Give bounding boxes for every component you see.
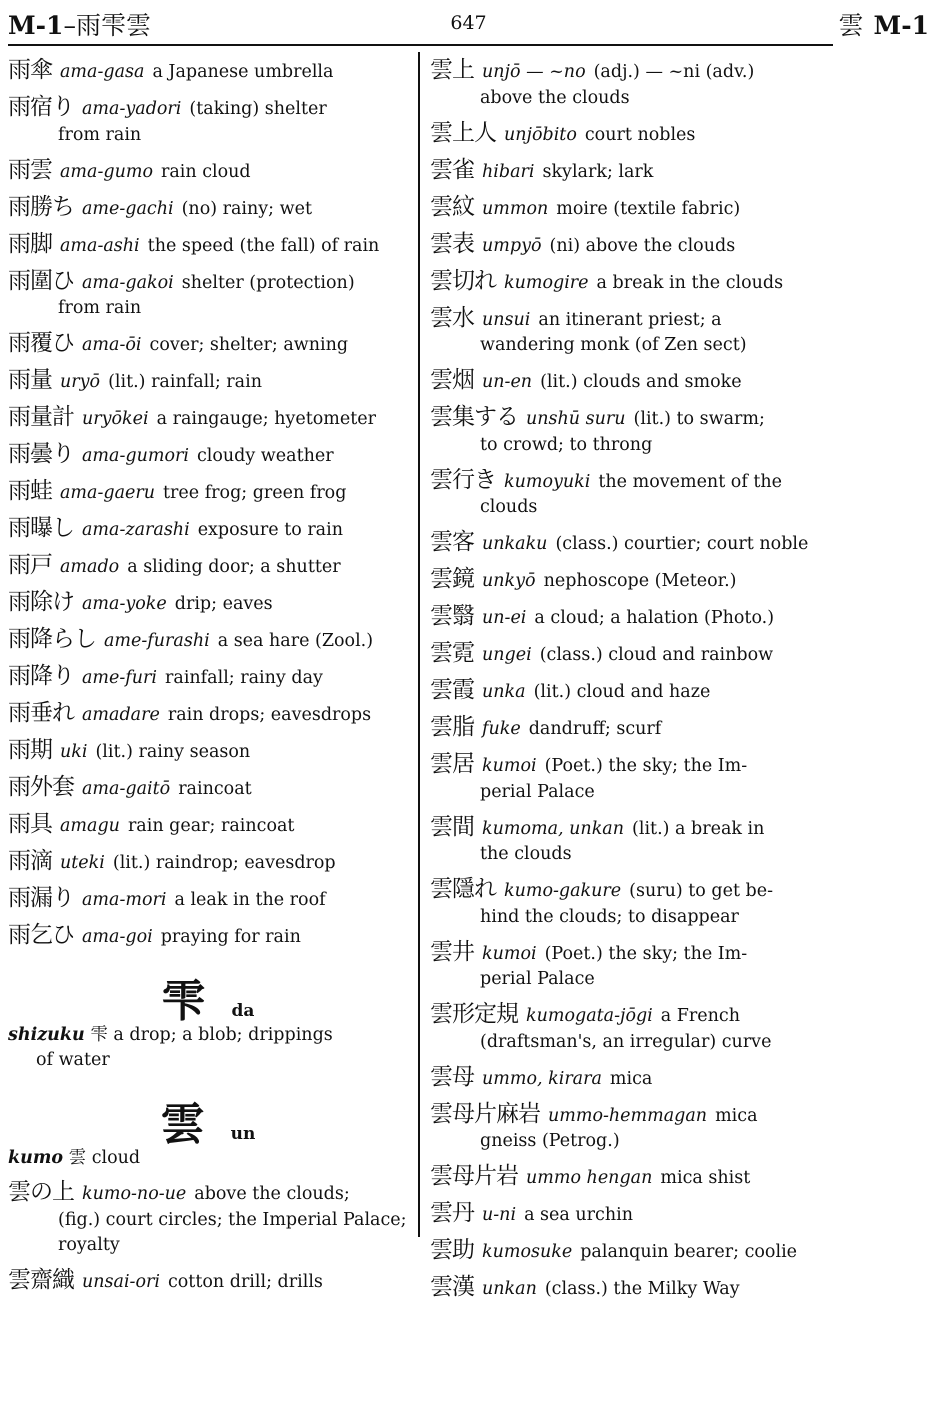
entry-romaji: ama-yoke	[82, 594, 167, 614]
entry-headword: 雨量	[8, 367, 52, 393]
entry-definition: (lit.) rainfall; rain	[108, 372, 262, 392]
entry-headword: 雨降り	[8, 663, 74, 689]
entry-romaji: ama-goi	[82, 927, 153, 947]
entry-romaji: unkan	[482, 1279, 537, 1299]
subhead-kanji: 雫	[90, 1024, 108, 1045]
header-rule	[8, 44, 833, 46]
entry-headword: 雨除け	[8, 589, 74, 615]
entry-definition: dandruff; scurf	[528, 719, 662, 739]
entry-headword: 雲客	[430, 529, 474, 555]
entry-continuation: (fig.) court circles; the Imperial Palace; royalty	[58, 1209, 407, 1255]
entry-definition: a raingauge; hyetometer	[156, 409, 376, 429]
entry-continuation: the clouds	[480, 844, 572, 864]
left-entry-list	[8, 58, 408, 951]
entry-headword: 雲齋織	[8, 1267, 74, 1293]
entry-headword: 雨具	[8, 811, 52, 837]
dictionary-entry	[8, 775, 408, 803]
entry-headword: 雲鏡	[430, 566, 474, 592]
entry-headword: 雲漢	[430, 1274, 474, 1300]
dictionary-entry	[430, 1065, 830, 1093]
entry-romaji: uki	[60, 742, 88, 762]
dictionary-entry	[430, 1201, 830, 1229]
entry-headword: 雨傘	[8, 57, 52, 83]
entry-headword: 雲母片麻岩	[430, 1100, 540, 1127]
entry-definition: cover; shelter; awning	[149, 335, 349, 355]
entry-definition: (suru) to get be-	[629, 881, 774, 901]
entry-headword: 雨覆ひ	[8, 330, 74, 356]
section-reading: un	[230, 1124, 256, 1144]
entry-definition: a cloud; a halation (Photo.)	[534, 608, 775, 628]
entry-romaji: kumo-gakure	[504, 881, 622, 901]
left-entry-list-2	[8, 1180, 408, 1296]
entry-headword: 雲居	[430, 751, 474, 777]
entry-romaji: kumoi	[482, 756, 537, 776]
entry-headword: 雨勝ち	[8, 193, 74, 220]
subhead-continuation: of water	[36, 1050, 110, 1070]
entry-definition: cotton drill; drills	[167, 1272, 323, 1292]
dictionary-entry	[430, 641, 830, 669]
right-column	[430, 58, 830, 1312]
dictionary-entry	[430, 306, 830, 359]
entry-romaji: kumo-no-ue	[82, 1184, 187, 1204]
entry-definition: mica	[609, 1068, 653, 1089]
entry-romaji: ungei	[482, 645, 532, 665]
dictionary-entry	[430, 815, 830, 868]
entry-definition: (class.) courtier; court noble	[555, 534, 809, 554]
entry-romaji: ama-gasa	[60, 62, 145, 82]
entry-romaji: ummo hengan	[526, 1168, 653, 1188]
section-header-un	[8, 1088, 408, 1150]
entry-definition: a French	[660, 1006, 740, 1026]
dictionary-entry	[430, 232, 830, 260]
header-right-kanji: 雲	[838, 11, 864, 40]
entry-definition: (lit.) cloud and haze	[533, 682, 711, 702]
entry-headword: 雲切れ	[430, 267, 496, 294]
entry-headword: 雨雲	[8, 156, 52, 183]
entry-headword: 雲脂	[430, 714, 474, 740]
entry-headword: 雲丹	[430, 1200, 474, 1226]
entry-romaji: unkaku	[482, 534, 548, 554]
entry-definition: a Japanese umbrella	[152, 62, 334, 82]
entry-continuation: to crowd; to throng	[480, 434, 653, 455]
entry-definition: (class.) cloud and rainbow	[539, 645, 774, 665]
entry-romaji: amadare	[82, 705, 160, 725]
entry-definition: above the clouds;	[194, 1184, 350, 1204]
dictionary-entry	[8, 849, 408, 877]
entry-headword: 雨降らし	[8, 626, 96, 652]
entry-romaji: amagu	[60, 816, 120, 836]
entry-definition: the movement of the	[598, 471, 783, 492]
entry-continuation: clouds	[480, 497, 538, 517]
entry-definition: moire (textile fabric)	[556, 198, 741, 219]
entry-headword: 雲井	[430, 938, 474, 965]
subhead-kumo	[8, 1146, 408, 1172]
entry-headword: 雨乞ひ	[8, 922, 74, 948]
dictionary-entry	[430, 1002, 830, 1055]
entry-definition: court nobles	[584, 124, 696, 145]
entry-headword: 雲上	[430, 57, 474, 83]
entry-headword: 雲母	[430, 1063, 474, 1090]
entry-definition: palanquin bearer; coolie	[580, 1242, 798, 1262]
entry-romaji: kumoi	[482, 943, 537, 964]
entry-continuation: gneiss (Petrog.)	[480, 1131, 620, 1151]
dictionary-entry	[8, 232, 408, 260]
entry-romaji: kumosuke	[482, 1242, 573, 1262]
entry-romaji: ame-gachi	[82, 198, 174, 219]
dictionary-entry	[8, 590, 408, 618]
entry-definition: (class.) the Milky Way	[544, 1279, 740, 1299]
subhead-romaji: kumo	[8, 1147, 64, 1168]
page-header	[8, 6, 929, 40]
entry-continuation: perial Palace	[480, 781, 595, 802]
page-number: 647	[450, 12, 487, 34]
entry-romaji: unshū suru	[526, 409, 626, 429]
entry-definition: (Poet.) the sky; the Im-	[544, 943, 748, 964]
entry-headword: 雨圍ひ	[8, 267, 74, 294]
dictionary-entry	[8, 516, 408, 544]
entry-continuation: hind the clouds; to disappear	[480, 906, 739, 927]
entry-headword: 雲母片岩	[430, 1163, 518, 1189]
entry-romaji: uryōkei	[82, 409, 149, 429]
entry-definition: the speed (the fall) of rain	[147, 235, 380, 256]
dictionary-entry	[430, 877, 830, 930]
entry-headword: 雨脚	[8, 230, 52, 257]
entry-romaji: ama-gumo	[60, 161, 153, 182]
header-right-code: M-1	[873, 11, 929, 40]
dictionary-entry	[8, 1268, 408, 1296]
dictionary-entry	[8, 738, 408, 766]
header-left-code: M-1	[8, 11, 64, 40]
entry-romaji: unkyō	[482, 571, 536, 591]
entry-romaji: u-ni	[482, 1205, 517, 1225]
entry-romaji: ama-ōi	[82, 335, 142, 355]
entry-romaji: ummon	[482, 198, 549, 219]
entry-romaji: ama-gakoi	[82, 272, 174, 293]
entry-definition: a sea urchin	[524, 1205, 633, 1225]
entry-definition: drip; eaves	[174, 594, 273, 614]
dictionary-entry	[430, 1102, 830, 1155]
entry-definition: (lit.) a break in	[632, 818, 765, 839]
header-right	[839, 6, 929, 42]
dictionary-entry	[430, 678, 830, 706]
entry-continuation: from rain	[58, 298, 142, 318]
entry-headword: 雲集する	[430, 404, 518, 430]
dictionary-entry	[8, 405, 408, 433]
dictionary-entry	[8, 58, 408, 86]
dictionary-entry	[430, 121, 830, 149]
entry-definition: (lit.) clouds and smoke	[540, 372, 742, 392]
dictionary-entry	[8, 479, 408, 507]
dictionary-entry	[8, 923, 408, 951]
entry-headword: 雨曇り	[8, 441, 74, 467]
entry-headword: 雨垂れ	[8, 700, 74, 726]
entry-headword: 雲雀	[430, 156, 474, 183]
header-left-kanji: –雨雫雲	[63, 11, 151, 40]
subhead-definition: a drop; a blob; drippings	[113, 1024, 333, 1045]
entry-definition: nephoscope (Meteor.)	[543, 571, 737, 591]
entry-romaji: uteki	[60, 853, 105, 873]
section-kanji: 雫	[161, 975, 206, 1027]
entry-definition: cloudy weather	[196, 446, 334, 466]
entry-continuation: wandering monk (of Zen sect)	[480, 335, 747, 355]
section-reading: da	[231, 1001, 255, 1021]
dictionary-entry	[430, 195, 830, 223]
entry-definition: praying for rain	[160, 927, 301, 947]
entry-definition: (adj.) — ~ni (adv.)	[593, 62, 755, 82]
entry-headword: 雨量計	[8, 404, 74, 430]
entry-romaji: ama-zarashi	[82, 520, 190, 540]
entry-romaji: umpyō	[482, 235, 542, 256]
dictionary-entry	[430, 715, 830, 743]
dictionary-entry	[430, 405, 830, 458]
right-entry-list	[430, 58, 830, 1303]
dictionary-entry	[8, 95, 408, 148]
subhead-shizuku	[8, 1023, 408, 1074]
dictionary-entry	[430, 368, 830, 396]
entry-headword: 雲霓	[430, 640, 474, 666]
entry-definition: shelter (protection)	[181, 272, 355, 293]
dictionary-entry	[430, 1164, 830, 1192]
entry-romaji: unsui	[482, 309, 531, 330]
entry-romaji: ama-gaitō	[82, 779, 171, 799]
entry-romaji: ummo-hemmagan	[548, 1105, 708, 1126]
entry-headword: 雲形定規	[430, 1001, 518, 1027]
dictionary-entry	[430, 567, 830, 595]
entry-headword: 雲水	[430, 304, 474, 331]
entry-continuation: (draftsman's, an irregular) curve	[480, 1031, 772, 1052]
entry-definition: (no) rainy; wet	[181, 198, 313, 219]
subhead-definition: cloud	[91, 1147, 141, 1168]
entry-romaji: kumoma, unkan	[482, 818, 625, 839]
entry-romaji: amado	[60, 557, 120, 577]
dictionary-entry	[430, 58, 830, 111]
entry-romaji: ama-mori	[82, 890, 167, 910]
dictionary-entry	[8, 627, 408, 655]
entry-headword: 雨外套	[8, 774, 74, 800]
entry-romaji: un-en	[482, 372, 533, 392]
entry-definition: skylark; lark	[542, 161, 654, 182]
entry-headword: 雲紋	[430, 193, 474, 220]
entry-romaji: un-ei	[482, 608, 527, 628]
entry-definition: tree frog; green frog	[163, 483, 347, 503]
entry-definition: a break in the clouds	[596, 272, 784, 293]
entry-definition: (lit.) rainy season	[95, 742, 251, 762]
entry-headword: 雨滴	[8, 848, 52, 874]
entry-continuation: above the clouds	[480, 87, 630, 108]
left-column	[8, 58, 408, 1305]
entry-definition: mica	[715, 1105, 758, 1126]
entry-definition: (ni) above the clouds	[549, 235, 736, 256]
entry-headword: 雲表	[430, 230, 474, 257]
entry-definition: an itinerant priest; a	[538, 309, 722, 330]
entry-headword: 雲霞	[430, 677, 474, 703]
entry-definition: rain drops; eavesdrops	[167, 705, 372, 725]
dictionary-entry	[8, 195, 408, 223]
entry-romaji: unka	[482, 682, 526, 702]
dictionary-entry	[430, 1275, 830, 1303]
entry-headword: 雲翳	[430, 603, 474, 629]
dictionary-entry	[8, 701, 408, 729]
section-header-da	[8, 965, 408, 1027]
dictionary-entry	[8, 886, 408, 914]
dictionary-entry	[430, 752, 830, 805]
entry-headword: 雨戸	[8, 552, 52, 578]
entry-definition: mica shist	[660, 1168, 751, 1188]
entry-headword: 雨宿り	[8, 94, 74, 120]
dictionary-entry	[8, 331, 408, 359]
dictionary-entry	[8, 664, 408, 692]
entry-romaji: unjō — ~no	[482, 62, 586, 82]
entry-headword: 雨蛙	[8, 478, 52, 504]
entry-romaji: kumogire	[504, 272, 589, 293]
entry-headword: 雲上人	[430, 119, 496, 146]
entry-romaji: unsai-ori	[82, 1272, 160, 1292]
entry-romaji: fuke	[482, 719, 521, 739]
dictionary-entry	[430, 468, 830, 521]
entry-romaji: hibari	[482, 161, 535, 182]
subhead-kanji: 雲	[68, 1147, 87, 1168]
subhead-romaji: shizuku	[8, 1024, 85, 1045]
entry-definition: (lit.) to swarm;	[633, 409, 765, 429]
entry-romaji: ama-gumori	[82, 446, 189, 466]
entry-romaji: ame-furi	[82, 668, 158, 688]
entry-headword: 雨期	[8, 737, 52, 763]
dictionary-entry	[430, 530, 830, 558]
dictionary-entry	[8, 553, 408, 581]
entry-definition: (lit.) raindrop; eavesdrop	[112, 853, 336, 873]
entry-romaji: unjōbito	[504, 124, 577, 145]
section-kanji: 雲	[160, 1098, 205, 1150]
entry-romaji: kumogata-jōgi	[526, 1006, 653, 1026]
entry-headword: 雨漏り	[8, 885, 74, 911]
entry-romaji: ame-furashi	[104, 631, 210, 651]
entry-definition: (Poet.) the sky; the Im-	[544, 756, 748, 776]
entry-headword: 雲の上	[8, 1179, 74, 1205]
entry-headword: 雲隱れ	[430, 876, 496, 902]
dictionary-entry	[8, 442, 408, 470]
entry-romaji: ama-gaeru	[60, 483, 156, 503]
entry-romaji: uryō	[60, 372, 101, 392]
entry-headword: 雨曝し	[8, 515, 74, 541]
entry-headword: 雲間	[430, 813, 474, 840]
dictionary-entry	[8, 269, 408, 322]
dictionary-entry	[8, 158, 408, 186]
entry-continuation: from rain	[58, 124, 142, 145]
entry-headword: 雲行き	[430, 466, 496, 493]
entry-definition: a leak in the roof	[174, 890, 326, 910]
entry-romaji: kumoyuki	[504, 471, 591, 492]
dictionary-entry	[430, 604, 830, 632]
dictionary-entry	[8, 368, 408, 396]
entry-definition: a sea hare (Zool.)	[217, 631, 374, 651]
entry-definition: rainfall; rainy day	[165, 668, 323, 688]
entry-definition: rain cloud	[160, 161, 251, 182]
dictionary-entry	[8, 1180, 408, 1259]
dictionary-entry	[430, 269, 830, 297]
dictionary-entry	[8, 812, 408, 840]
entry-definition: (taking) shelter	[189, 99, 327, 119]
entry-definition: exposure to rain	[197, 520, 343, 540]
entry-definition: raincoat	[178, 779, 252, 799]
dictionary-entry	[430, 940, 830, 993]
entry-headword: 雲烟	[430, 367, 474, 393]
column-divider	[418, 52, 420, 1237]
entry-definition: rain gear; raincoat	[127, 816, 295, 836]
entry-definition: a sliding door; a shutter	[127, 557, 341, 577]
dictionary-entry	[430, 158, 830, 186]
entry-romaji: ama-ashi	[60, 235, 140, 256]
dictionary-entry	[430, 1238, 830, 1266]
entry-continuation: perial Palace	[480, 969, 595, 989]
entry-romaji: ummo, kirara	[482, 1068, 602, 1089]
entry-romaji: ama-yadori	[82, 99, 182, 119]
entry-headword: 雲助	[430, 1237, 474, 1263]
